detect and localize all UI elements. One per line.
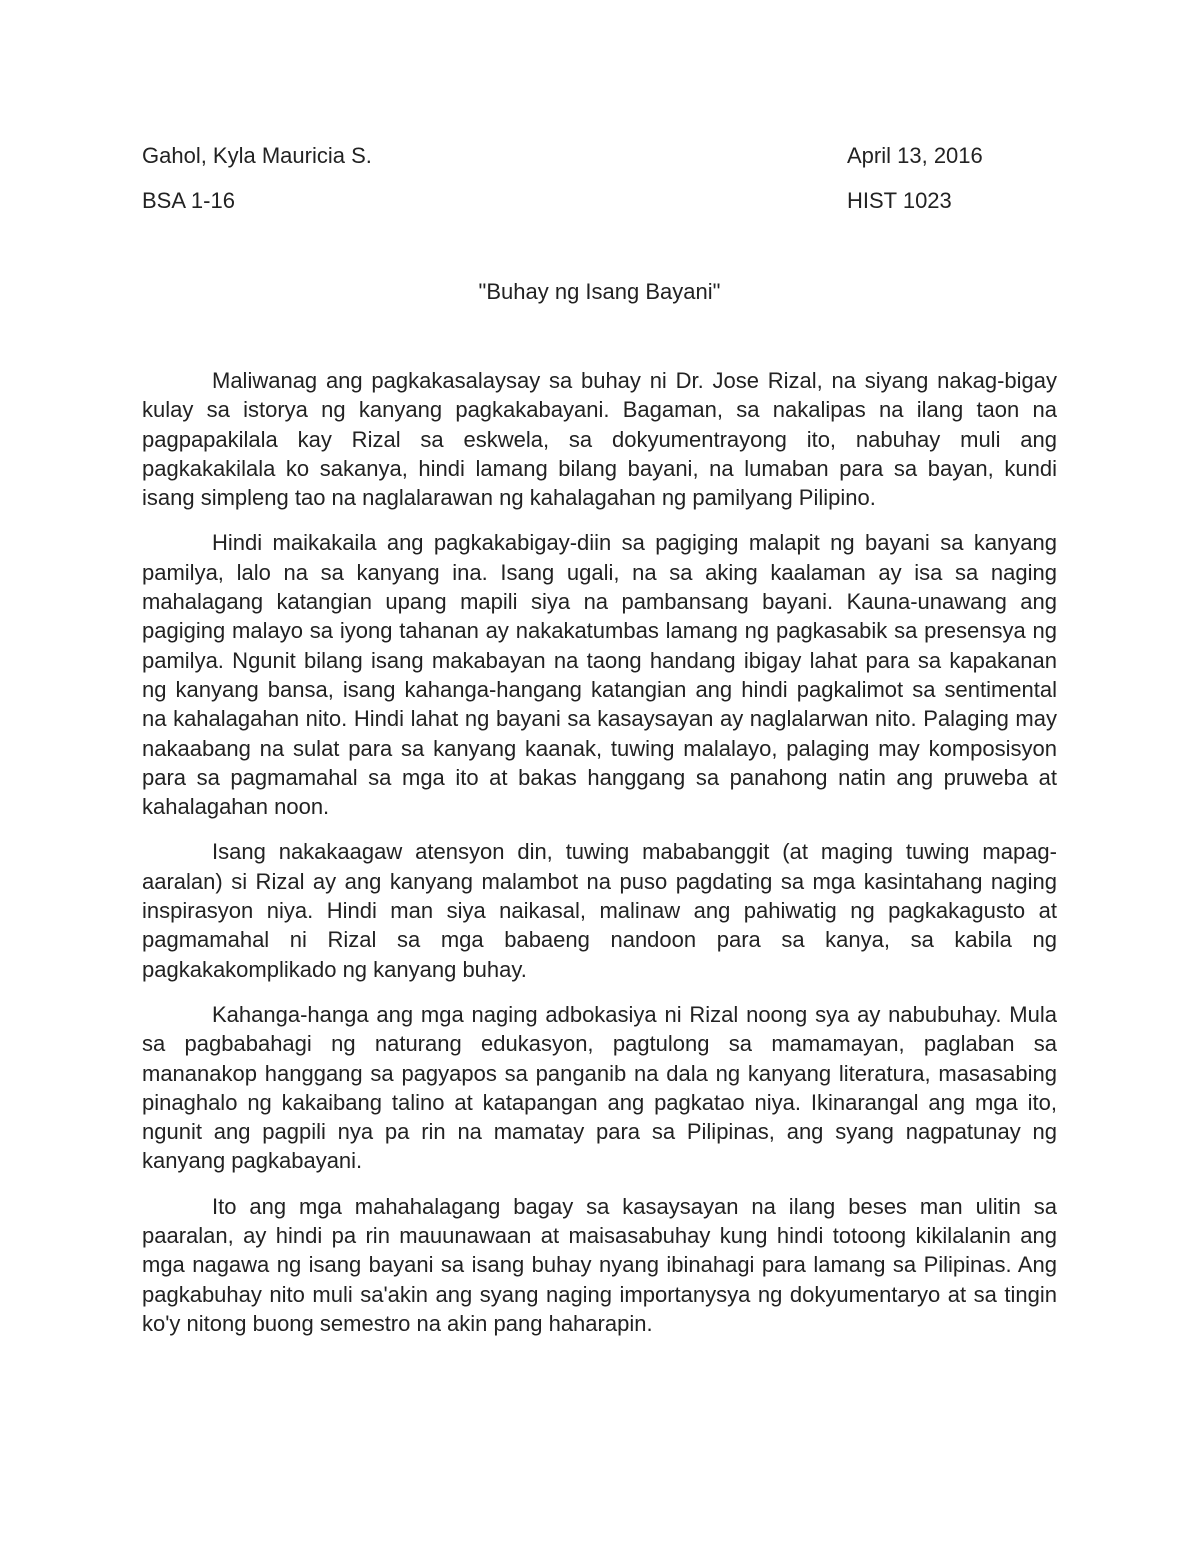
paragraph-4: Kahanga-hanga ang mga naging adbokasiya ni Rizal noong sya ay nabubuhay. Mula sa pagbabahagi ng naturang edukasyon, pagtulong sa mamamayan, paglaban sa mananakop hanggang sa pagyapos sa panganib na dala ng kanyang literatura, masasabing pinaghalo ng kakaibang talino at katapangan ang pagkatao niya. Ikinarangal ang mga ito, ngunit ang pagpili nya pa rin na mamatay para sa Pilipinas, ang syang nagpatunay ng kanyang pagkabayani. <box>142 1001 1057 1174</box>
paragraph-2: Hindi maikakaila ang pagkakabigay-diin sa pagiging malapit ng bayani sa kanyang pamilya, lalo na sa kanyang ina. Isang ugali, na sa aking kaalaman ay isa sa naging mahalagang katangian upang mapili siya na pambansang bayani. Kauna-unawang ang pagiging malayo sa iyong tahanan ay nakakatumbas lamang ng pagkasabik sa presensya ng pamilya. Ngunit bilang isang makabayan na taong handang ibigay lahat para sa kapakanan ng kanyang bansa, isang kahanga-hangang katangian ang hindi pagkalimot sa sentimental na kahalagahan nito. Hindi lahat ng bayani sa kasaysayan ay naglalarwan nito. Palaging may nakaabang na sulat para sa kanyang kaanak, tuwing malalayo, palaging may komposisyon para sa pagmamahal sa mga ito at bakas hanggang sa panahong natin ang pruweba at kahalagahan noon. <box>142 530 1057 820</box>
student-name: Gahol, Kyla Mauricia S. <box>142 143 372 168</box>
essay-body <box>142 366 1057 1354</box>
course-code: HIST 1023 <box>847 188 952 213</box>
essay-title: "Buhay ng Isang Bayani" <box>478 279 721 304</box>
paragraph-5: Ito ang mga mahahalagang bagay sa kasaysayan na ilang beses man ulitin sa paaralan, ay hindi pa rin mauunawaan at maisasabuhay kung hindi totoong kikilalanin ang mga nagawa ng isang bayani sa isang buhay nyang ibinahagi para lamang sa Pilipinas. Ang pagkabuhay nito muli sa'akin ang syang naging importanysya ng dokyumentaryo at sa tingin ko'y nitong buong semestro na akin pang haharapin. <box>142 1193 1057 1336</box>
paragraph-3: Isang nakakaagaw atensyon din, tuwing mababanggit (at maging tuwing mapag-aaralan) si Rizal ay ang kanyang malambot na puso pagdating sa mga kasintahang naging inspirasyon niya. Hindi man siya naikasal, malinaw ang pahiwatig ng pagkakagusto at pagmamahal ni Rizal sa mga babaeng nandoon para sa kanya, sa kabila ng pagkakakomplikado ng kanyang buhay. <box>142 839 1057 982</box>
submission-date: April 13, 2016 <box>847 143 983 168</box>
section-label: BSA 1-16 <box>142 188 235 213</box>
paragraph-1: Maliwanag ang pagkakasalaysay sa buhay ni Dr. Jose Rizal, na siyang nakag-bigay kulay sa istorya ng kanyang pagkakabayani. Bagaman, sa nakalipas na ilang taon na pagpapakilala kay Rizal sa eskwela, sa dokyumentrayong ito, nabuhay muli ang pagkakakilala ko sakanya, hindi lamang bilang bayani, na lumaban para sa bayan, kundi isang simpleng tao na naglalarawan ng kahalagahan ng pamilyang Pilipino. <box>142 368 1057 511</box>
